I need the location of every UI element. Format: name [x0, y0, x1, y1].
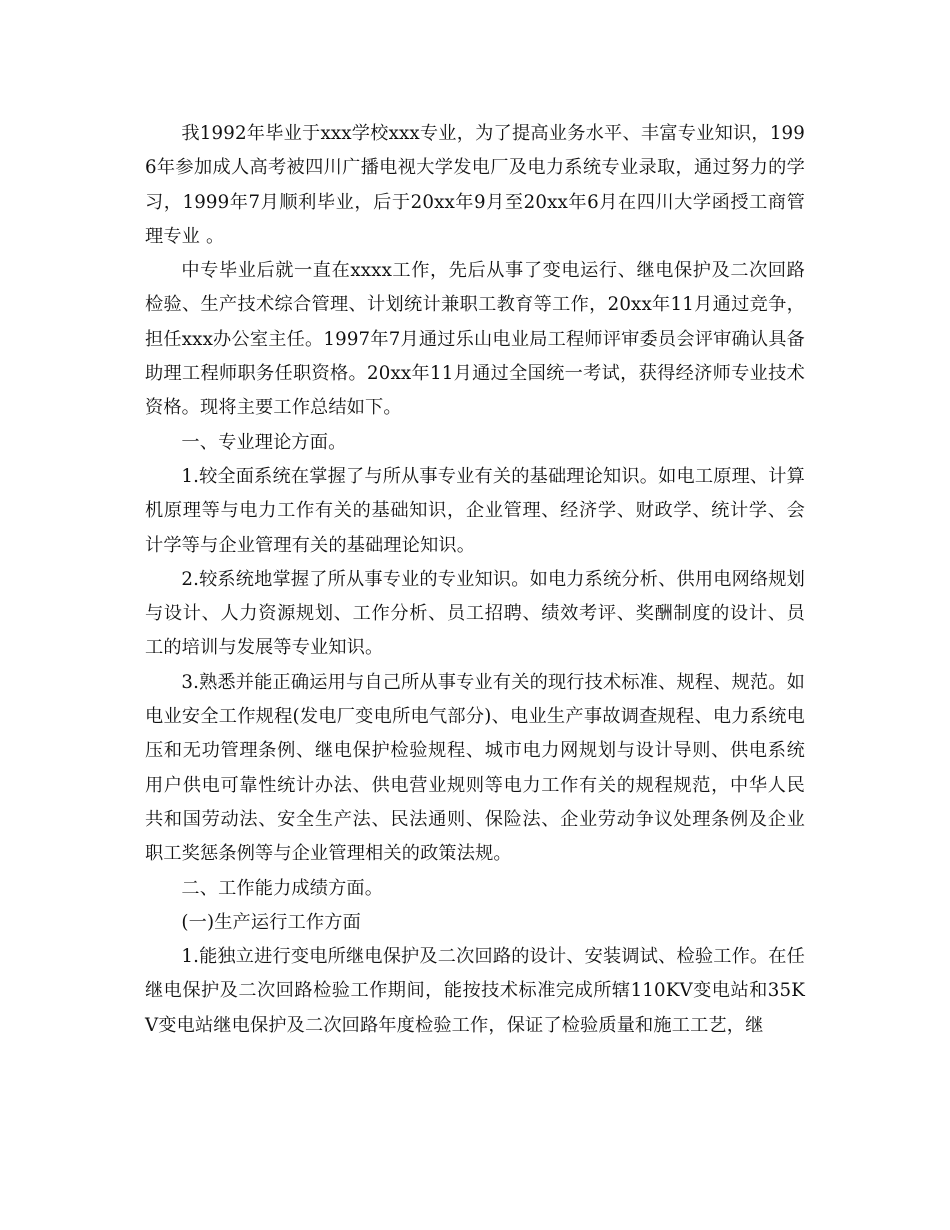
paragraph-education: 我1992年毕业于xxx学校xxx专业，为了提高业务水平、丰富专业知识，1996年参加成人高考被四川广播电视大学发电厂及电力系统专业录取，通过努力的学习，1999年7月顺利毕业，后于20xx年9月至20xx年6月在四川大学函授工商管理专业 。 — [145, 123, 805, 247]
paragraph-operation-1: 1.能独立进行变电所继电保护及二次回路的设计、安装调试、检验工作。在任继电保护及二次回路检验工作期间，能按技术标准完成所辖110KV变电站和35KV变电站继电保护及二次回路年度检验工作，保证了检验质量和施工工艺，继 — [145, 946, 805, 1036]
paragraph-theory-2: 2.较系统地掌握了所从事专业的专业知识。如电力系统分析、供用电网络规划与设计、人力资源规划、工作分析、员工招聘、绩效考评、奖酬制度的设计、员工的培训与发展等专业知识。 — [145, 568, 805, 659]
section-heading-ability: 二、工作能力成绩方面。 — [181, 877, 384, 899]
section-heading-theory: 一、专业理论方面。 — [181, 431, 347, 453]
paragraph-theory-3: 3.熟悉并能正确运用与自己所从事专业有关的现行技术标准、规程、规范。如电业安全工作规程(发电厂变电所电气部分)、电业生产事故调查规程、电力系统电压和无功管理条例、继电保护检验规程、城市电力网规划与设计导则、供电系统用户供电可靠性统计办法、供电营业规则等电力工作有关的规程规范，中华人民共和国劳动法、安全生产法、民法通则、保险法、企业劳动争议处理条例及企业职工奖惩条例等与企业管理相关的政策法规。 — [145, 671, 805, 865]
paragraph-career: 中专毕业后就一直在xxxx工作，先后从事了变电运行、继电保护及二次回路检验、生产技术综合管理、计划统计兼职工教育等工作，20xx年11月通过竞争，担任xxx办公室主任。1997年7月通过乐山电业局工程师评审委员会评审确认具备助理工程师职务任职资格。20xx年11月通过全国统一考试，获得经济师专业技术资格。现将主要工作总结如下。 — [145, 260, 805, 419]
subsection-heading-operation: (一)生产运行工作方面 — [181, 911, 361, 933]
document-body — [145, 117, 805, 1043]
paragraph-theory-1: 1.较全面系统在掌握了与所从事专业有关的基础理论知识。如电工原理、计算机原理等与电力工作有关的基础知识，企业管理、经济学、财政学、统计学、会计学等与企业管理有关的基础理论知识。 — [145, 465, 805, 556]
